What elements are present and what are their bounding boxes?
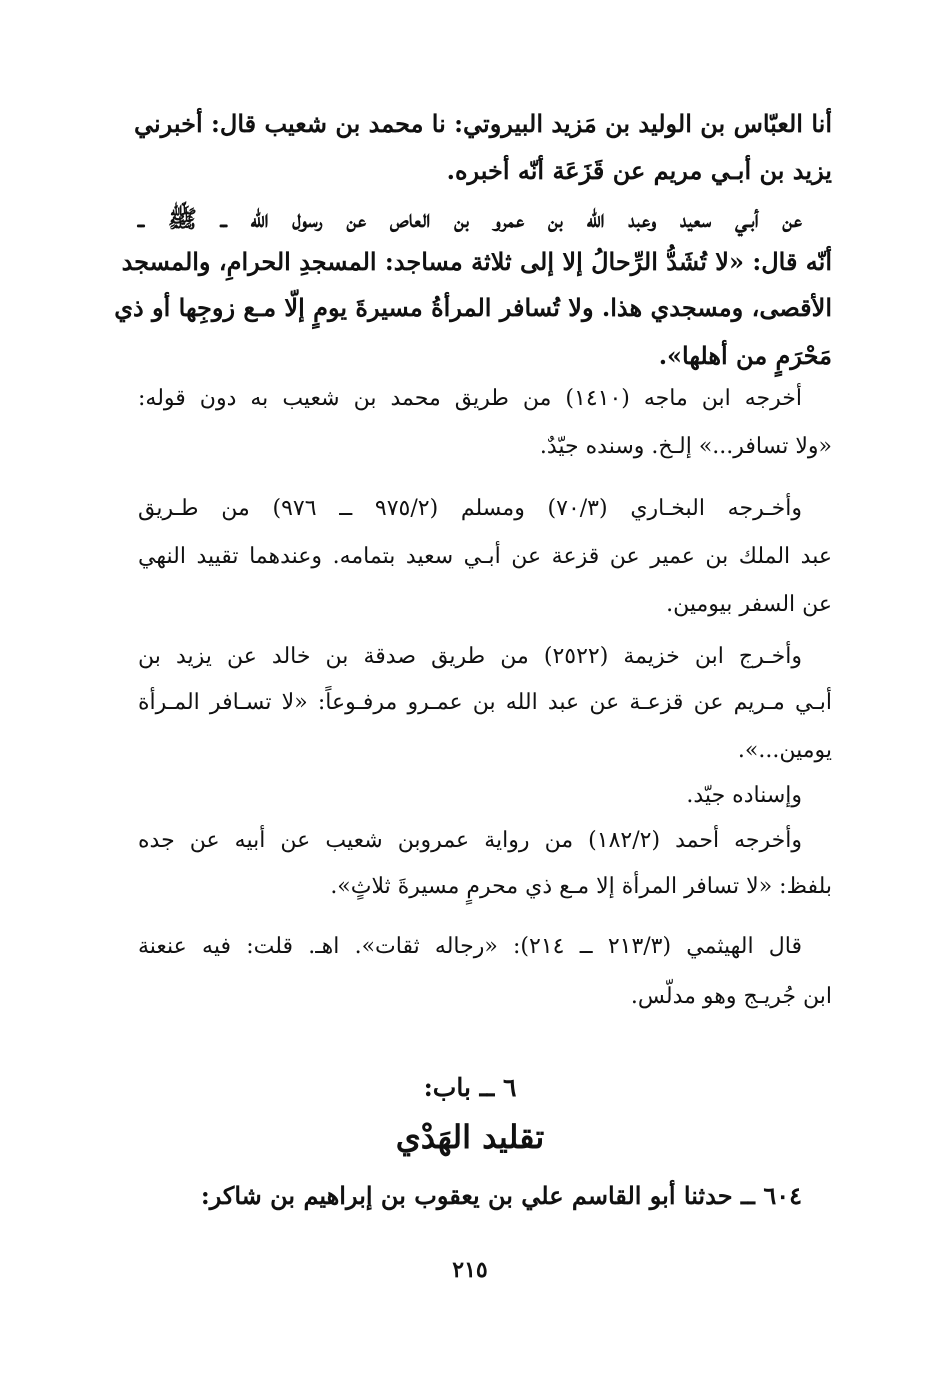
text-line: وأخـرج ابن خزيمة (٢٥٢٢) من طريق صدقة بن خالد عن يزيد بن	[138, 644, 802, 669]
text-line: وأخرجه أحمد (١٨٢/٢) من رواية عمروبن شعيب عن أبيه عن جده	[138, 828, 802, 853]
text-line: وأخـرجه البخـاري (٧٠/٣) ومسلم (٩٧٥/٢ ــ ٩٧٦) من طـريق	[138, 496, 802, 521]
text-line: قال الهيثمي (٢١٣/٣ ــ ٢١٤): «رجاله ثقات». اهـ. قلت: فيه عنعنة	[138, 934, 803, 959]
text-line: عن السفر بيومين.	[666, 592, 832, 617]
text-line: عن أبـي سعيد وعبد الله بن عمرو بن العاص عن رسول الله ــ ﷺ ــ	[138, 204, 802, 233]
text-line: عبد الملك بن عمير عن قزعة عن أبـي سعيد بتمامه. وعندهما تقييد النهي	[138, 544, 832, 569]
text-line: مَحْرَمٍ من أهلها».	[658, 341, 832, 370]
text-line: الأقصى، ومسجدي هذا. ولا تُسافر المرأةُ مسيرةَ يومٍ إلّا مـع زوجِها أو ذي	[114, 293, 832, 322]
text-line: ابن جُريـج وهو مدلّس.	[630, 984, 832, 1009]
text-line: يزيد بن أبـي مريم عن قَزَعَة أنّه أخبره.	[446, 156, 832, 185]
text-line: «ولا تسافر...» إلـخ. وسنده جيّدٌ.	[539, 434, 832, 459]
text-line: بلفظ: «لا تسافر المرأة إلا مـع ذي محرمٍ مسيرةَ ثلاثٍ».	[330, 874, 832, 899]
text-line: أنّه قال: «لا تُشَدُّ الرِّحالُ إلا إلى ثلاثة مساجد: المسجدِ الحرامِ، والمسجد	[121, 247, 832, 276]
text-line: يومين...».	[737, 738, 832, 763]
text-line: ٦٠٤ ــ حدثنا أبو القاسم علي بن يعقوب بن إبراهيم بن شاكر:	[200, 1181, 802, 1210]
text-line: أبـي مـريم عن قزعـة عن عبد الله بن عمـرو مرفـوعاً: «لا تسـافر المـرأة	[138, 690, 832, 715]
text-line: أخرجه ابن ماجه (١٤١٠) من طريق محمد بن شعيب به دون قوله:	[138, 386, 802, 411]
text-line: وإسناده جيّد.	[686, 783, 802, 808]
chapter-number: ٦ ــ باب:	[423, 1073, 517, 1102]
chapter-title: تقليد الهَدْي	[395, 1118, 545, 1156]
text-line: أنا العبّاس بن الوليد بن مَزيد البيروتي: نا محمد بن شعيب قال: أخبرني	[134, 109, 832, 138]
page-number: ٢١٥	[452, 1257, 488, 1283]
